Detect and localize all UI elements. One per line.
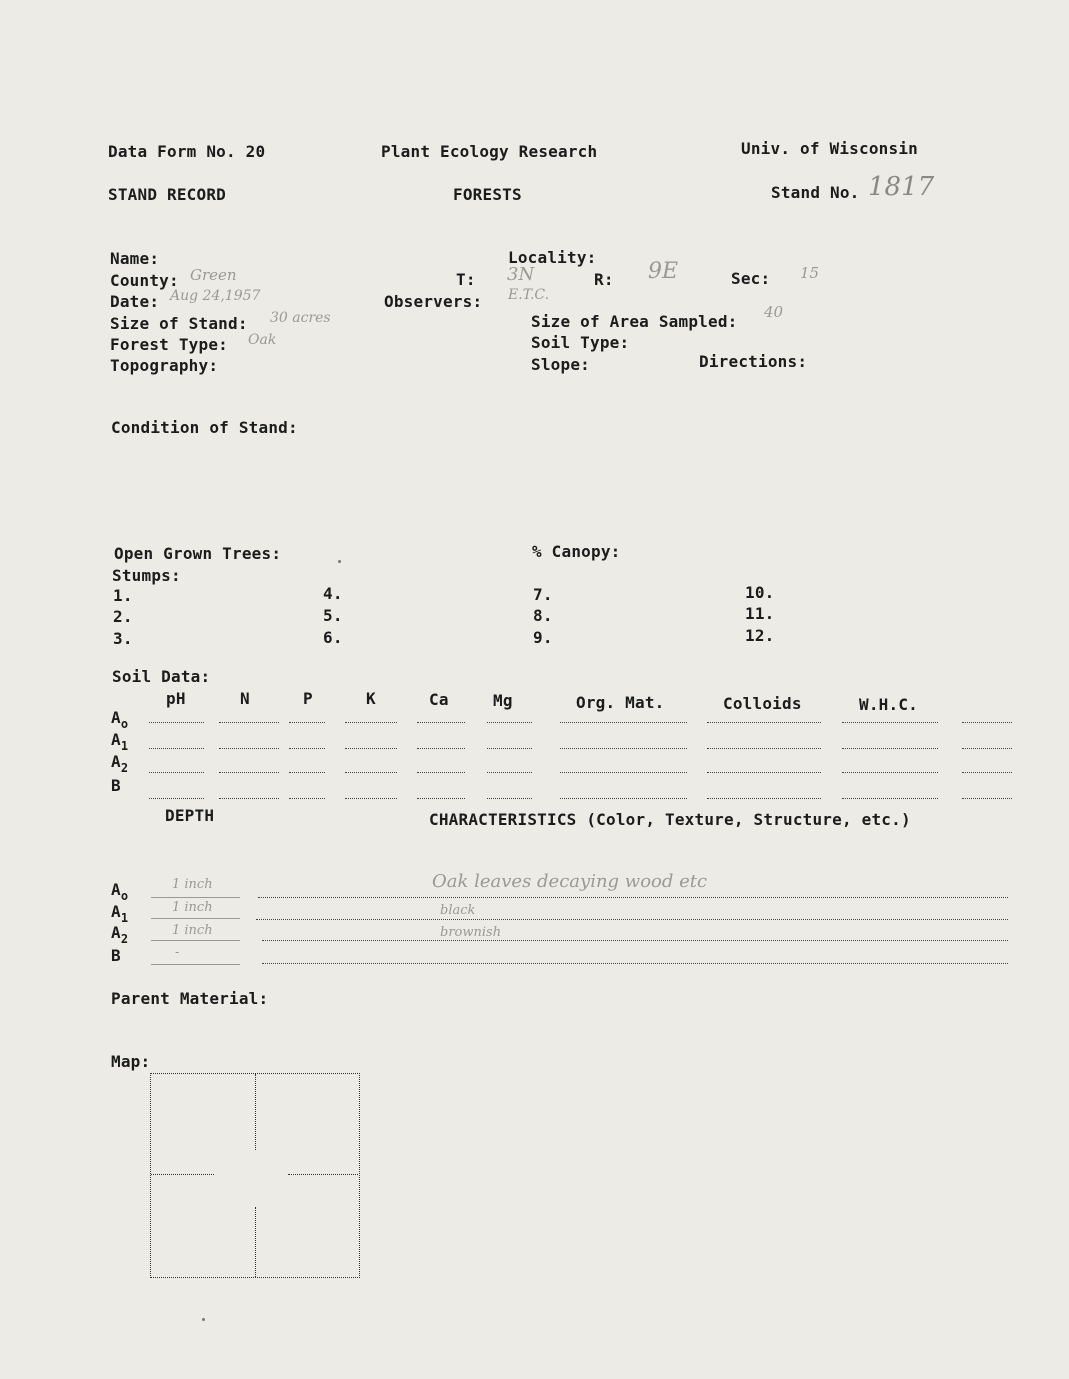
depth-blank	[151, 940, 240, 941]
characteristics-blank	[256, 919, 1008, 920]
soil-row-label: $A_2$	[111, 752, 129, 775]
soil-blank-line	[219, 722, 279, 723]
depth-blank	[151, 897, 240, 898]
soil-blank-line	[962, 798, 1012, 799]
soil-row-label: $A_o$	[111, 708, 129, 731]
soil-blank-line	[345, 772, 397, 773]
stump-number: 6.	[323, 628, 343, 647]
size-of-area-value: 40	[764, 303, 784, 321]
directions-label: Directions:	[699, 352, 808, 371]
soil-col-header: Colloids	[723, 694, 802, 713]
size-of-stand-label: Size of Stand:	[110, 314, 248, 333]
soil-blank-line	[487, 722, 532, 723]
soil-blank-line	[842, 748, 938, 749]
soil-blank-line	[289, 798, 325, 799]
map-label: Map:	[111, 1052, 151, 1071]
map-divider	[255, 1074, 256, 1150]
soil-data-label: Soil Data:	[112, 667, 211, 686]
county-label: County:	[110, 271, 179, 290]
depth-value: 1 inch	[172, 923, 213, 938]
soil-blank-line	[962, 722, 1012, 723]
depth-blank	[151, 964, 240, 965]
observers-label: Observers:	[384, 292, 483, 311]
soil-blank-line	[289, 722, 325, 723]
depth-header: DEPTH	[165, 806, 215, 825]
observers-value: E.T.C.	[508, 287, 550, 303]
profile-row-label: B	[111, 946, 121, 965]
stump-number: 7.	[533, 585, 553, 604]
range-label: R:	[594, 270, 614, 289]
soil-blank-line	[149, 722, 204, 723]
name-label: Name:	[110, 249, 160, 268]
characteristics-value: brownish	[440, 925, 502, 940]
soil-blank-line	[417, 798, 465, 799]
soil-col-header: N	[240, 689, 250, 708]
stumps-label: Stumps:	[112, 566, 181, 585]
soil-blank-line	[417, 748, 465, 749]
stump-number: 2.	[113, 607, 133, 626]
county-value: Green	[190, 266, 237, 284]
township-label: T:	[456, 270, 476, 289]
soil-blank-line	[560, 772, 687, 773]
soil-blank-line	[417, 772, 465, 773]
soil-col-header: P	[303, 689, 313, 708]
soil-blank-line	[707, 798, 821, 799]
soil-blank-line	[962, 748, 1012, 749]
category: FORESTS	[453, 185, 522, 204]
township-value: 3N	[507, 264, 535, 285]
section-value: 15	[800, 264, 820, 282]
soil-blank-line	[842, 798, 938, 799]
stump-number: 11.	[745, 604, 775, 623]
date-label: Date:	[110, 292, 160, 311]
soil-blank-line	[149, 772, 204, 773]
map-divider	[288, 1174, 358, 1175]
characteristics-header: CHARACTERISTICS (Color, Texture, Structure, etc.)	[429, 810, 911, 829]
parent-material-label: Parent Material:	[111, 989, 269, 1008]
stray-mark	[338, 560, 341, 563]
locality-label: Locality:	[508, 248, 597, 267]
stump-number: 10.	[745, 583, 775, 602]
soil-blank-line	[149, 798, 204, 799]
stump-number: 12.	[745, 626, 775, 645]
soil-col-header: W.H.C.	[859, 695, 918, 714]
characteristics-blank	[262, 963, 1008, 964]
condition-of-stand-label: Condition of Stand:	[111, 418, 298, 437]
soil-blank-line	[707, 722, 821, 723]
map-divider	[151, 1174, 214, 1175]
stand-no-value: 1817	[868, 172, 935, 202]
soil-blank-line	[417, 722, 465, 723]
profile-row-label: $A_2$	[111, 923, 129, 946]
organization: Plant Ecology Research	[381, 142, 598, 161]
canopy-label: % Canopy:	[532, 542, 621, 561]
soil-blank-line	[487, 798, 532, 799]
soil-type-label: Soil Type:	[531, 333, 630, 352]
soil-blank-line	[219, 748, 279, 749]
depth-blank	[151, 918, 240, 919]
stump-number: 8.	[533, 606, 553, 625]
stump-number: 9.	[533, 628, 553, 647]
range-value: 9E	[648, 259, 679, 284]
characteristics-value: Oak leaves decaying wood etc	[432, 871, 708, 892]
soil-blank-line	[842, 722, 938, 723]
stray-mark	[202, 1318, 205, 1321]
section-label: Sec:	[731, 269, 771, 288]
profile-row-label: $A_o$	[111, 880, 129, 903]
soil-blank-line	[219, 772, 279, 773]
forest-type-label: Forest Type:	[110, 335, 228, 354]
forest-type-value: Oak	[248, 332, 277, 348]
stand-no-label: Stand No.	[771, 183, 860, 202]
university: Univ. of Wisconsin	[741, 139, 918, 158]
stump-number: 4.	[323, 584, 343, 603]
form-number: Data Form No. 20	[108, 142, 266, 161]
soil-blank-line	[487, 748, 532, 749]
soil-blank-line	[962, 772, 1012, 773]
soil-col-header: K	[366, 689, 376, 708]
soil-blank-line	[707, 748, 821, 749]
slope-label: Slope:	[531, 355, 590, 374]
soil-blank-line	[707, 772, 821, 773]
soil-col-header: Ca	[429, 690, 449, 709]
topography-label: Topography:	[110, 356, 219, 375]
record-type: STAND RECORD	[108, 185, 226, 204]
soil-col-header: Mg	[493, 691, 513, 710]
profile-row-label: $A_1$	[111, 902, 129, 925]
map-grid	[150, 1073, 360, 1278]
soil-blank-line	[560, 798, 687, 799]
soil-col-header: Org. Mat.	[576, 693, 665, 712]
open-grown-trees-label: Open Grown Trees:	[114, 544, 282, 563]
soil-blank-line	[345, 748, 397, 749]
soil-row-label: $A_1$	[111, 730, 129, 753]
soil-blank-line	[149, 748, 204, 749]
stump-number: 5.	[323, 606, 343, 625]
characteristics-value: black	[440, 903, 476, 918]
soil-blank-line	[289, 748, 325, 749]
size-of-area-label: Size of Area Sampled:	[531, 312, 738, 331]
depth-value: 1 inch	[172, 877, 213, 892]
stump-number: 1.	[113, 586, 133, 605]
date-value: Aug 24,1957	[170, 288, 261, 304]
depth-value: 1 inch	[172, 900, 213, 915]
depth-value: -	[175, 945, 180, 960]
size-of-stand-value: 30 acres	[270, 310, 331, 326]
soil-blank-line	[289, 772, 325, 773]
soil-blank-line	[487, 772, 532, 773]
soil-blank-line	[219, 798, 279, 799]
characteristics-blank	[258, 897, 1008, 898]
soil-blank-line	[842, 772, 938, 773]
soil-blank-line	[560, 722, 687, 723]
soil-col-header: pH	[166, 689, 186, 708]
characteristics-blank	[262, 940, 1008, 941]
stump-number: 3.	[113, 629, 133, 648]
soil-row-label: B	[111, 776, 121, 795]
map-divider	[255, 1207, 256, 1277]
soil-blank-line	[345, 722, 397, 723]
soil-blank-line	[345, 798, 397, 799]
soil-blank-line	[560, 748, 687, 749]
